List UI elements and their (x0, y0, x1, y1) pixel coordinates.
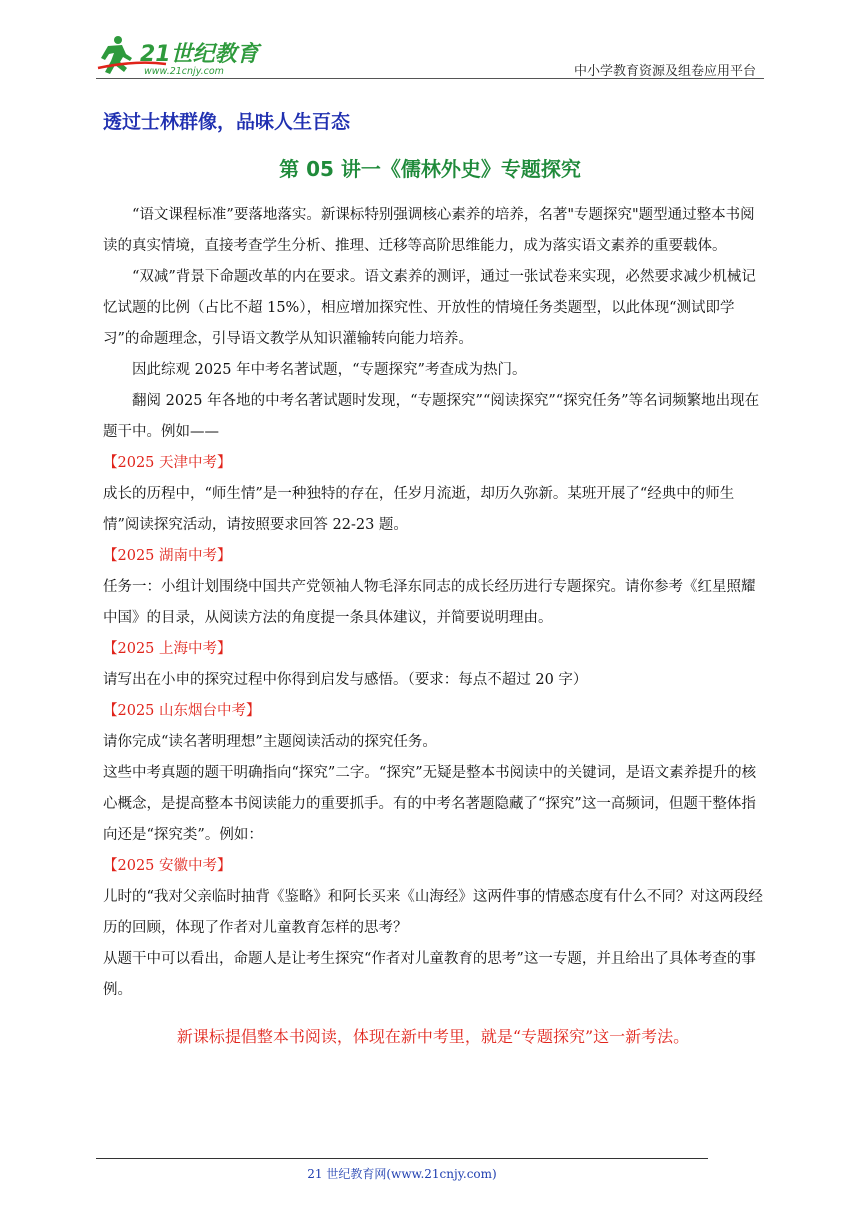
article-body (103, 200, 763, 1054)
lecture-title: 第 05 讲一《儒林外史》专题探究 (279, 157, 581, 181)
header-divider (96, 78, 764, 79)
exam-question: 成长的历程中，“师生情”是一种独特的存在，任岁月流逝，却历久弥新。某班开展了“经典中的师生情”阅读探究活动，请按照要求回答 22-23 题。 (103, 486, 735, 533)
exam-tag: 【2025 天津中考】 (103, 455, 232, 471)
conclusion-paragraph: 从题干中可以看出，命题人是让考生探究“作者对儿童教育的思考”这一专题，并且给出了具体考查的事例。 (103, 951, 756, 998)
closing-statement: 新课标提倡整本书阅读，体现在新中考里，就是“专题探究”这一新考法。 (176, 1027, 690, 1046)
section-title: 透过士林群像，品味人生百态 (103, 111, 351, 133)
exam-question: 任务一：小组计划围绕中国共产党领袖人物毛泽东同志的成长经历进行专题探究。请你参考《红星照耀中国》的目录，从阅读方法的角度提一条具体建议，并简要说明理由。 (103, 579, 756, 626)
page-footer: 21 世纪教育网(www.21cnjy.com) (307, 1167, 497, 1181)
paragraph: 翻阅 2025 年各地的中考名著试题时发现，“专题探究”“阅读探究”“探究任务”等名词频繁地出现在题干中。例如—— (103, 393, 760, 440)
paragraph: “双减”背景下命题改革的内在要求。语文素养的测评，通过一张试卷来实现，必然要求减少机械记忆试题的比例（占比不超 15%），相应增加探究性、开放性的情境任务类题型，以此体现“测试即学习”的命题理念，引导语文教学从知识灌输转向能力培养。 (103, 269, 756, 347)
footer-divider (96, 1158, 708, 1159)
page-header (96, 34, 764, 80)
site-logo (96, 34, 266, 80)
exam-tag: 【2025 山东烟台中考】 (103, 703, 261, 719)
logo-text: 21世纪教育 (140, 42, 259, 67)
exam-tag: 【2025 湖南中考】 (103, 548, 232, 564)
runner-icon (101, 36, 132, 74)
exam-tag: 【2025 安徽中考】 (103, 858, 232, 874)
logo-url: www.21cnjy.com (144, 66, 224, 77)
exam-question: 请写出在小申的探究过程中你得到启发与感悟。（要求：每点不超过 20 字） (103, 672, 588, 688)
exam-question: 儿时的“我对父亲临时抽背《鉴略》和阿长买来《山海经》这两件事的情感态度有什么不同？对这两段经历的回顾，体现了作者对儿童教育怎样的思考？ (103, 889, 763, 936)
paragraph: 因此综观 2025 年中考名著试题，“专题探究”考查成为热门。 (132, 362, 527, 378)
exam-tag: 【2025 上海中考】 (103, 641, 232, 657)
platform-name: 中小学教育资源及组卷应用平台 (573, 64, 756, 79)
paragraph: “语文课程标准”要落地落实。新课标特别强调核心素养的培养，名著"专题探究"题型通过整本书阅读的真实情境，直接考查学生分析、推理、迁移等高阶思维能力，成为落实语文素养的重要载体。 (103, 207, 755, 254)
analysis-paragraph: 这些中考真题的题干明确指向“探究”二字。“探究”无疑是整本书阅读中的关键词，是语文素养提升的核心概念，是提高整本书阅读能力的重要抓手。有的中考名著题隐藏了“探究”这一高频词，但题干整体指向还是“探究类”。例如： (103, 765, 757, 843)
exam-question: 请你完成“读名著明理想”主题阅读活动的探究任务。 (103, 734, 437, 750)
